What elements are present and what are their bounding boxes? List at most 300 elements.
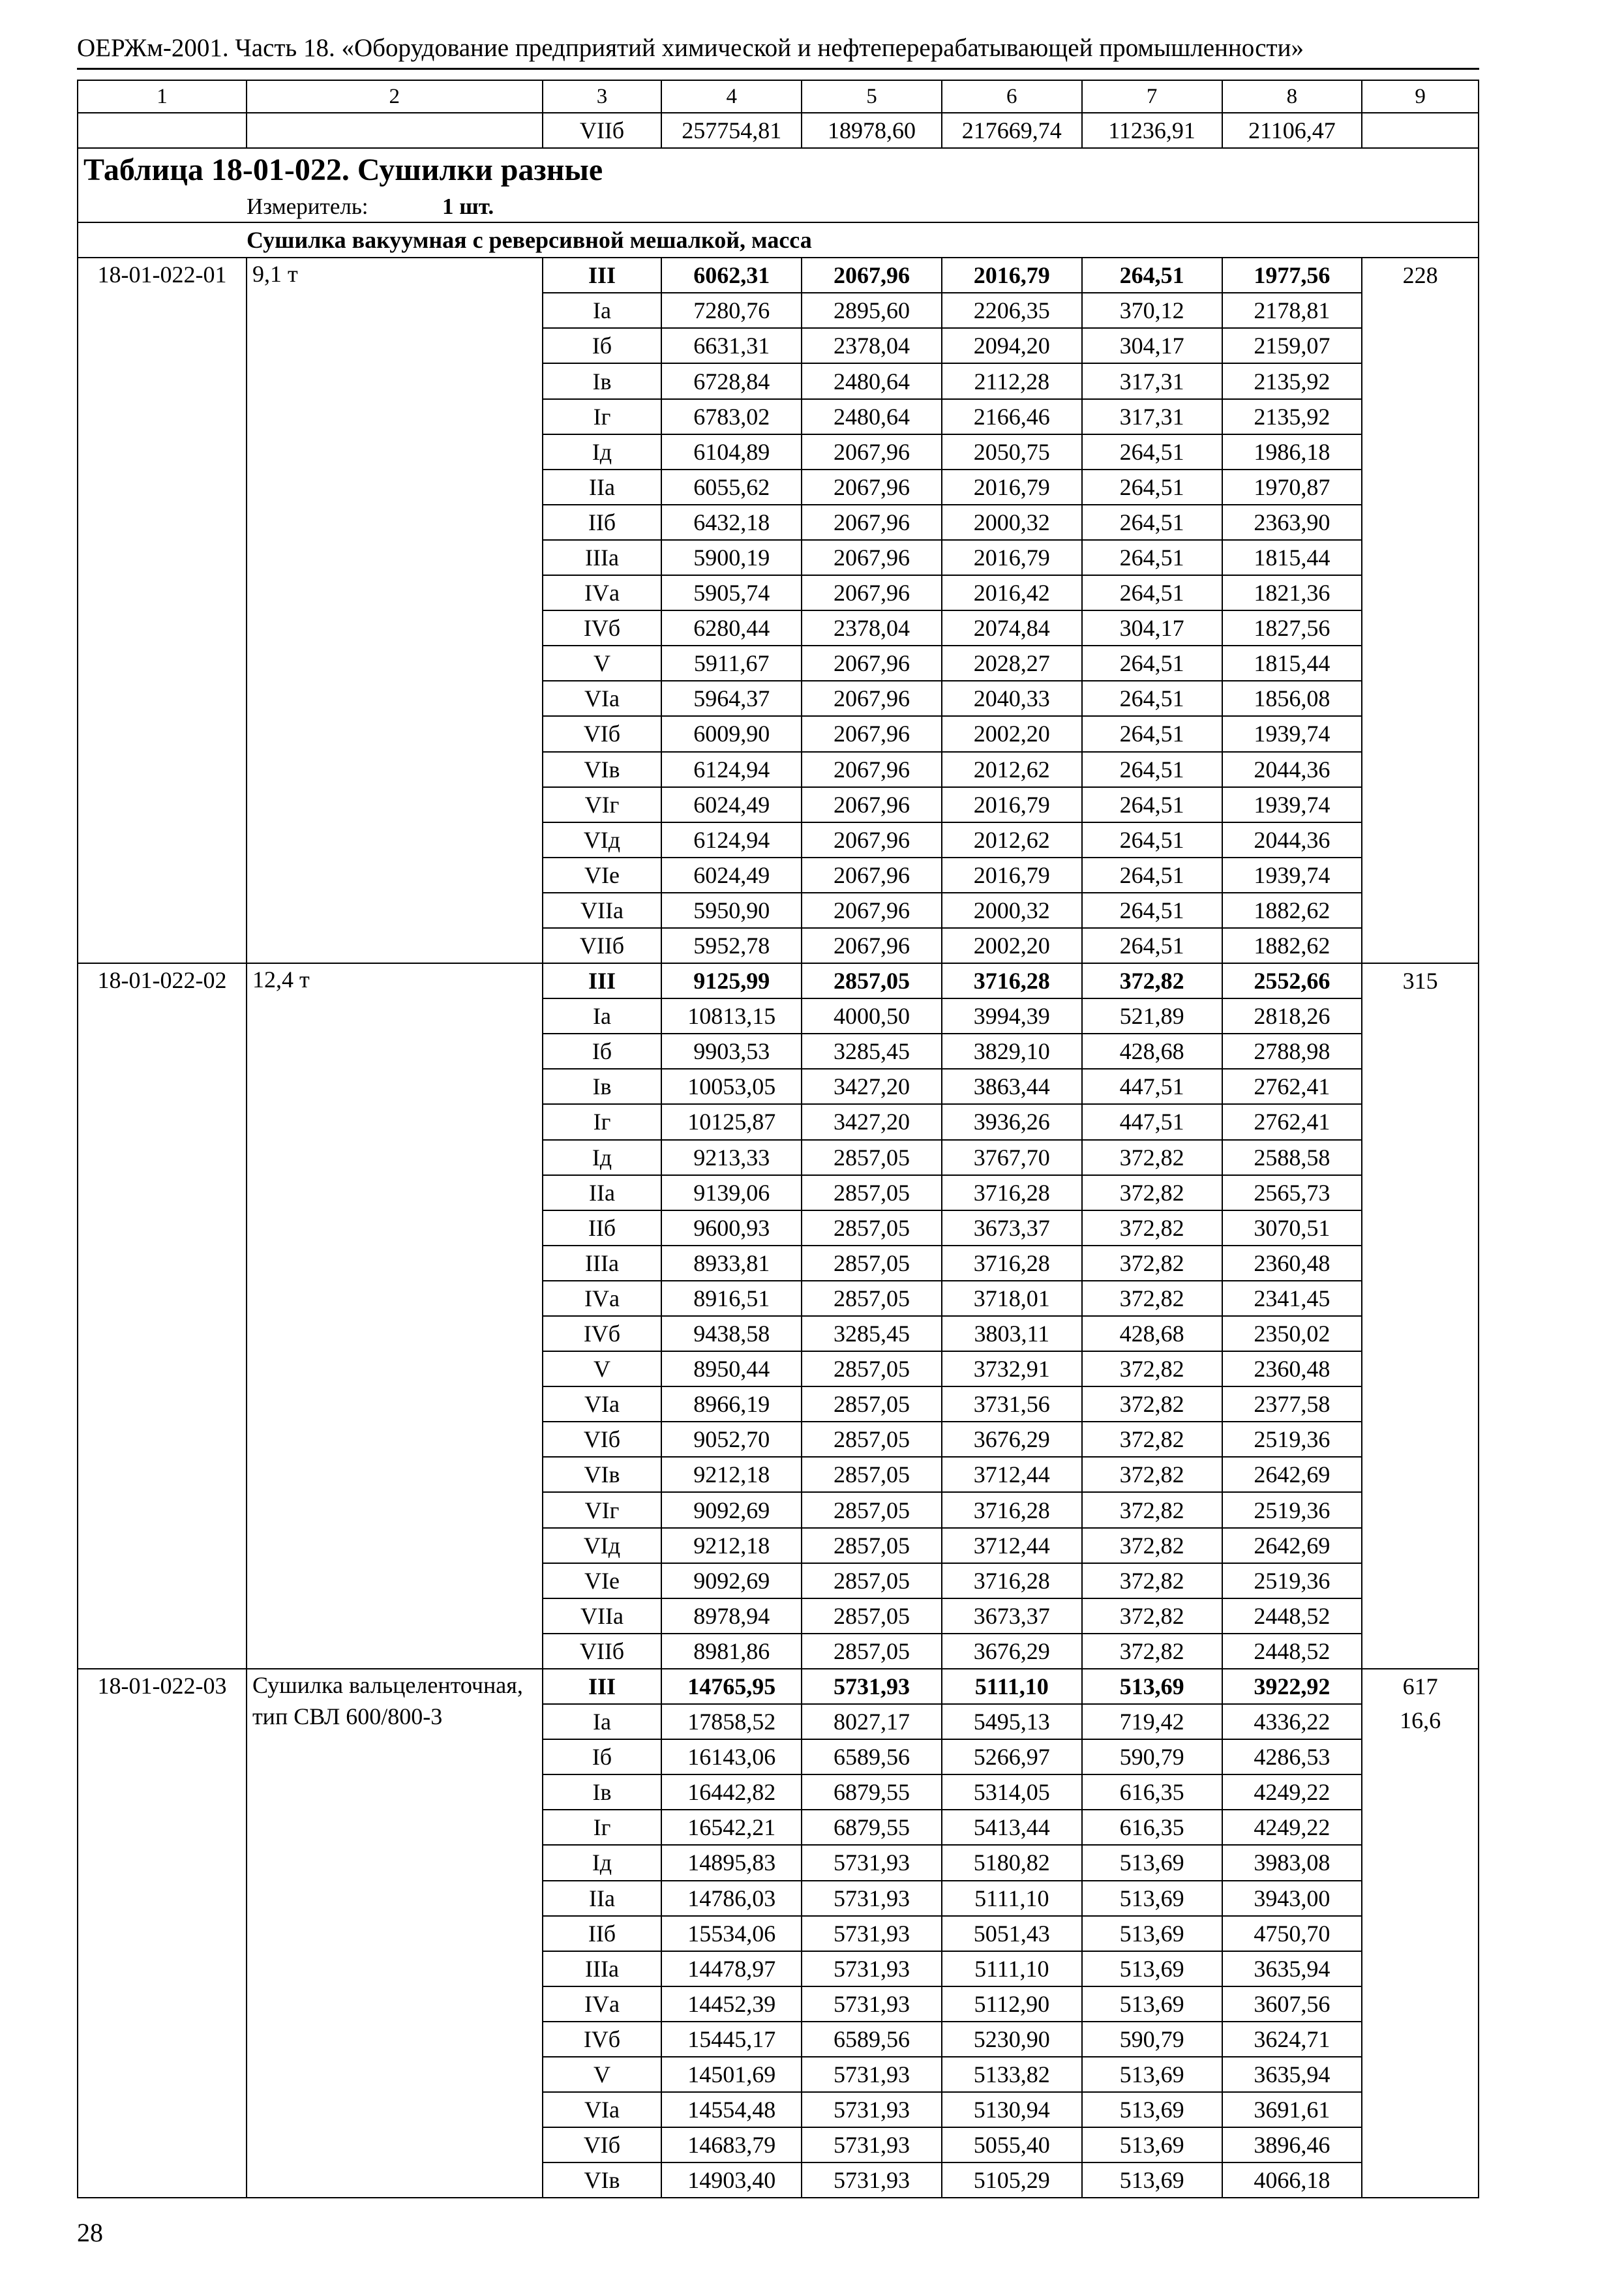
zone-cell: VIIа — [543, 1598, 662, 1634]
value-cell: 3732,91 — [942, 1351, 1082, 1386]
value-cell: 2788,98 — [1222, 1034, 1362, 1069]
zone-cell: VIIб — [543, 1634, 662, 1669]
value-cell: 1939,74 — [1222, 858, 1362, 893]
value-cell: 5111,10 — [942, 1669, 1082, 1704]
value-cell: 257754,81 — [661, 113, 802, 148]
measure-label: Измеритель: — [247, 194, 368, 220]
value-cell: 14501,69 — [661, 2057, 802, 2092]
value-cell: 428,68 — [1082, 1316, 1222, 1351]
value-cell: 2067,96 — [802, 893, 942, 928]
value-cell: 5731,93 — [802, 2127, 942, 2162]
value-cell: 2067,96 — [802, 434, 942, 470]
value-cell: 6631,31 — [661, 328, 802, 363]
value-cell: 10125,87 — [661, 1104, 802, 1139]
value-cell: 513,69 — [1082, 1845, 1222, 1880]
zone-cell: Iб — [543, 328, 662, 363]
value-cell: 2067,96 — [802, 470, 942, 505]
zone-cell: Iв — [543, 1774, 662, 1810]
value-cell: 2159,07 — [1222, 328, 1362, 363]
value-cell: 2074,84 — [942, 610, 1082, 646]
value-cell: 2519,36 — [1222, 1422, 1362, 1457]
value-cell: 3607,56 — [1222, 1986, 1362, 2022]
value-cell: 5731,93 — [802, 1669, 942, 1704]
resource-cell — [1362, 258, 1479, 963]
value-cell: 2448,52 — [1222, 1634, 1362, 1669]
value-cell: 6589,56 — [802, 2022, 942, 2057]
value-cell: 2350,02 — [1222, 1316, 1362, 1351]
value-cell: 370,12 — [1082, 293, 1222, 328]
value-cell: 16143,06 — [661, 1739, 802, 1774]
value-cell: 513,69 — [1082, 2162, 1222, 2198]
zone-cell: Iа — [543, 1704, 662, 1739]
header-rule — [77, 68, 1479, 70]
value-cell: 317,31 — [1082, 399, 1222, 434]
value-cell: 2895,60 — [802, 293, 942, 328]
zone-cell: IIIа — [543, 540, 662, 575]
value-cell: 9125,99 — [661, 963, 802, 998]
value-cell: 14903,40 — [661, 2162, 802, 2198]
value-cell: 513,69 — [1082, 1951, 1222, 1986]
zone-cell: Iб — [543, 1739, 662, 1774]
value-cell: 5051,43 — [942, 1916, 1082, 1951]
measure-unit: 1 шт. — [442, 194, 494, 220]
value-cell: 2857,05 — [802, 1386, 942, 1422]
value-cell: 8933,81 — [661, 1246, 802, 1281]
value-cell: 2857,05 — [802, 1563, 942, 1598]
value-cell: 3691,61 — [1222, 2092, 1362, 2127]
value-cell: 5731,93 — [802, 1986, 942, 2022]
value-cell: 1856,08 — [1222, 681, 1362, 716]
value-cell: 264,51 — [1082, 893, 1222, 928]
value-cell: 3427,20 — [802, 1069, 942, 1104]
value-cell: 5230,90 — [942, 2022, 1082, 2057]
value-cell: 2067,96 — [802, 716, 942, 751]
value-cell: 2067,96 — [802, 822, 942, 858]
value-cell: 2012,62 — [942, 752, 1082, 787]
zone-cell: IIб — [543, 1210, 662, 1246]
value-cell: 8978,94 — [661, 1598, 802, 1634]
value-cell: 2857,05 — [802, 1351, 942, 1386]
zone-cell: Iа — [543, 998, 662, 1034]
value-cell: 8966,19 — [661, 1386, 802, 1422]
value-cell: 2762,41 — [1222, 1069, 1362, 1104]
value-cell: 6280,44 — [661, 610, 802, 646]
value-cell: 2016,79 — [942, 858, 1082, 893]
value-cell: 5111,10 — [942, 1881, 1082, 1916]
item-name: Сушилка вальцеленточная, тип СВЛ 600/800-3 — [247, 1669, 543, 2198]
value-cell: 428,68 — [1082, 1034, 1222, 1069]
value-cell: 2094,20 — [942, 328, 1082, 363]
zone-cell: Iг — [543, 1104, 662, 1139]
value-cell: 2067,96 — [802, 787, 942, 822]
value-cell: 2360,48 — [1222, 1246, 1362, 1281]
value-cell: 5731,93 — [802, 2092, 942, 2127]
value-cell: 2067,96 — [802, 858, 942, 893]
zone-cell: VIб — [543, 716, 662, 751]
value-cell: 3896,46 — [1222, 2127, 1362, 2162]
value-cell: 16442,82 — [661, 1774, 802, 1810]
value-cell: 2341,45 — [1222, 1281, 1362, 1316]
zone-cell: IVа — [543, 1281, 662, 1316]
empty-cell — [78, 113, 247, 148]
zone-cell: III — [543, 963, 662, 998]
value-cell: 14554,48 — [661, 2092, 802, 2127]
value-cell: 3427,20 — [802, 1104, 942, 1139]
zone-cell: VIа — [543, 681, 662, 716]
value-cell: 1827,56 — [1222, 610, 1362, 646]
value-cell: 3716,28 — [942, 1492, 1082, 1527]
value-cell: 5911,67 — [661, 646, 802, 681]
zone-cell: IVб — [543, 1316, 662, 1351]
page-number: 28 — [77, 2218, 103, 2247]
value-cell: 2480,64 — [802, 363, 942, 398]
value-cell: 372,82 — [1082, 1528, 1222, 1563]
zone-cell: Iг — [543, 399, 662, 434]
value-cell: 2363,90 — [1222, 505, 1362, 540]
value-cell: 372,82 — [1082, 1175, 1222, 1210]
zone-cell: V — [543, 2057, 662, 2092]
column-number: 8 — [1222, 80, 1362, 113]
value-cell: 9052,70 — [661, 1422, 802, 1457]
value-cell: 3983,08 — [1222, 1845, 1362, 1880]
value-cell: 3718,01 — [942, 1281, 1082, 1316]
value-cell: 2378,04 — [802, 610, 942, 646]
zone-cell: IIб — [543, 505, 662, 540]
item-name: 9,1 т — [247, 258, 543, 963]
value-cell: 4336,22 — [1222, 1704, 1362, 1739]
value-cell: 3624,71 — [1222, 2022, 1362, 2057]
value-cell: 513,69 — [1082, 2092, 1222, 2127]
zone-cell: IVб — [543, 2022, 662, 2057]
value-cell: 2112,28 — [942, 363, 1082, 398]
value-cell: 6024,49 — [661, 787, 802, 822]
value-cell: 10053,05 — [661, 1069, 802, 1104]
value-cell: 264,51 — [1082, 470, 1222, 505]
value-cell: 2000,32 — [942, 505, 1082, 540]
value-cell: 372,82 — [1082, 1210, 1222, 1246]
zone-cell: V — [543, 646, 662, 681]
column-number: 6 — [942, 80, 1082, 113]
value-cell: 2067,96 — [802, 575, 942, 610]
value-cell: 2016,79 — [942, 258, 1082, 293]
value-cell: 9600,93 — [661, 1210, 802, 1246]
column-number: 2 — [247, 80, 543, 113]
value-cell: 5731,93 — [802, 1916, 942, 1951]
resource-value: 228 — [1402, 262, 1438, 289]
value-cell: 9139,06 — [661, 1175, 802, 1210]
value-cell: 3943,00 — [1222, 1881, 1362, 1916]
column-number: 4 — [661, 80, 802, 113]
zone-cell: IIб — [543, 1916, 662, 1951]
value-cell: 6124,94 — [661, 752, 802, 787]
zone-cell: VIв — [543, 2162, 662, 2198]
value-cell: 264,51 — [1082, 858, 1222, 893]
value-cell: 3676,29 — [942, 1634, 1082, 1669]
value-cell: 2067,96 — [802, 681, 942, 716]
value-cell: 2044,36 — [1222, 822, 1362, 858]
value-cell: 8027,17 — [802, 1704, 942, 1739]
value-cell: 513,69 — [1082, 2127, 1222, 2162]
value-cell: 5731,93 — [802, 2162, 942, 2198]
zone-cell: VIIа — [543, 893, 662, 928]
value-cell: 5731,93 — [802, 1881, 942, 1916]
zone-cell: III — [543, 258, 662, 293]
value-cell: 513,69 — [1082, 1916, 1222, 1951]
table-row — [78, 1669, 1479, 1704]
value-cell: 2166,46 — [942, 399, 1082, 434]
value-cell: 2016,79 — [942, 540, 1082, 575]
value-cell: 3994,39 — [942, 998, 1082, 1034]
value-cell: 5731,93 — [802, 2057, 942, 2092]
value-cell: 372,82 — [1082, 1598, 1222, 1634]
value-cell: 5130,94 — [942, 2092, 1082, 2127]
value-cell: 3936,26 — [942, 1104, 1082, 1139]
value-cell: 2002,20 — [942, 716, 1082, 751]
value-cell: 3716,28 — [942, 1563, 1082, 1598]
measure-cell — [78, 192, 1479, 222]
value-cell: 6055,62 — [661, 470, 802, 505]
value-cell: 4066,18 — [1222, 2162, 1362, 2198]
value-cell: 6009,90 — [661, 716, 802, 751]
value-cell: 3922,92 — [1222, 1669, 1362, 1704]
value-cell: 3285,45 — [802, 1034, 942, 1069]
value-cell: 14478,97 — [661, 1951, 802, 1986]
item-code: 18-01-022-02 — [78, 963, 247, 1669]
value-cell: 372,82 — [1082, 1634, 1222, 1669]
value-cell: 3712,44 — [942, 1528, 1082, 1563]
value-cell: 2000,32 — [942, 893, 1082, 928]
zone-cell: IIа — [543, 470, 662, 505]
value-cell: 4000,50 — [802, 998, 942, 1034]
value-cell: 6728,84 — [661, 363, 802, 398]
column-number: 3 — [543, 80, 662, 113]
value-cell: 2857,05 — [802, 1140, 942, 1175]
column-number: 9 — [1362, 80, 1479, 113]
value-cell: 3767,70 — [942, 1140, 1082, 1175]
table-row — [78, 963, 1479, 998]
value-cell: 2067,96 — [802, 258, 942, 293]
value-cell: 513,69 — [1082, 1669, 1222, 1704]
resource-cell — [1362, 1669, 1479, 2198]
value-cell: 2857,05 — [802, 1210, 942, 1246]
value-cell: 2377,58 — [1222, 1386, 1362, 1422]
value-cell: 1977,56 — [1222, 258, 1362, 293]
value-cell: 217669,74 — [942, 113, 1082, 148]
zone-cell: VIа — [543, 2092, 662, 2127]
value-cell: 2016,79 — [942, 470, 1082, 505]
zone-cell: III — [543, 1669, 662, 1704]
value-cell: 9438,58 — [661, 1316, 802, 1351]
zone-cell: VIе — [543, 1563, 662, 1598]
value-cell: 2857,05 — [802, 1598, 942, 1634]
column-number-row — [78, 80, 1479, 113]
column-number: 7 — [1082, 80, 1222, 113]
value-cell: 304,17 — [1082, 328, 1222, 363]
value-cell: 2028,27 — [942, 646, 1082, 681]
value-cell: 5055,40 — [942, 2127, 1082, 2162]
value-cell: 372,82 — [1082, 1246, 1222, 1281]
value-cell: 513,69 — [1082, 2057, 1222, 2092]
measure-row — [78, 192, 1479, 222]
value-cell: 372,82 — [1082, 1563, 1222, 1598]
value-cell: 317,31 — [1082, 363, 1222, 398]
value-cell: 1939,74 — [1222, 716, 1362, 751]
value-cell: 2857,05 — [802, 1457, 942, 1492]
value-cell: 2857,05 — [802, 1175, 942, 1210]
carryover-row — [78, 113, 1479, 148]
value-cell: 5111,10 — [942, 1951, 1082, 1986]
value-cell: 5413,44 — [942, 1810, 1082, 1845]
zone-cell: VIв — [543, 1457, 662, 1492]
value-cell: 3635,94 — [1222, 1951, 1362, 1986]
zone-cell: Iд — [543, 434, 662, 470]
value-cell: 1939,74 — [1222, 787, 1362, 822]
value-cell: 21106,47 — [1222, 113, 1362, 148]
value-cell: 3716,28 — [942, 963, 1082, 998]
zone-cell: IVа — [543, 575, 662, 610]
value-cell: 264,51 — [1082, 787, 1222, 822]
item-code: 18-01-022-03 — [78, 1669, 247, 2198]
value-cell: 8950,44 — [661, 1351, 802, 1386]
value-cell: 6589,56 — [802, 1739, 942, 1774]
value-cell: 447,51 — [1082, 1104, 1222, 1139]
value-cell: 590,79 — [1082, 2022, 1222, 2057]
value-cell: 10813,15 — [661, 998, 802, 1034]
value-cell: 15445,17 — [661, 2022, 802, 2057]
value-cell: 6104,89 — [661, 434, 802, 470]
zone-cell: Iд — [543, 1140, 662, 1175]
value-cell: 447,51 — [1082, 1069, 1222, 1104]
value-cell: 372,82 — [1082, 1457, 1222, 1492]
item-name: 12,4 т — [247, 963, 543, 1669]
value-cell: 6879,55 — [802, 1774, 942, 1810]
value-cell: 2642,69 — [1222, 1528, 1362, 1563]
value-cell: 372,82 — [1082, 963, 1222, 998]
value-cell: 4249,22 — [1222, 1810, 1362, 1845]
column-number: 5 — [802, 80, 942, 113]
value-cell: 5900,19 — [661, 540, 802, 575]
value-cell: 14895,83 — [661, 1845, 802, 1880]
value-cell: 264,51 — [1082, 505, 1222, 540]
value-cell: 6062,31 — [661, 258, 802, 293]
value-cell: 2857,05 — [802, 1422, 942, 1457]
value-cell: 264,51 — [1082, 822, 1222, 858]
value-cell: 2818,26 — [1222, 998, 1362, 1034]
value-cell: 1821,36 — [1222, 575, 1362, 610]
value-cell: 372,82 — [1082, 1281, 1222, 1316]
value-cell: 2857,05 — [802, 1492, 942, 1527]
zone-cell: Iг — [543, 1810, 662, 1845]
value-cell: 2857,05 — [802, 1634, 942, 1669]
value-cell: 2044,36 — [1222, 752, 1362, 787]
value-cell: 2360,48 — [1222, 1351, 1362, 1386]
table-title: Таблица 18-01-022. Сушилки разные — [78, 148, 1479, 192]
value-cell: 8981,86 — [661, 1634, 802, 1669]
value-cell: 264,51 — [1082, 540, 1222, 575]
value-cell: 3716,28 — [942, 1246, 1082, 1281]
value-cell: 5266,97 — [942, 1739, 1082, 1774]
value-cell: 6124,94 — [661, 822, 802, 858]
zone-cell: VIIб — [543, 113, 662, 148]
value-cell: 264,51 — [1082, 716, 1222, 751]
value-cell: 9213,33 — [661, 1140, 802, 1175]
value-cell: 5133,82 — [942, 2057, 1082, 2092]
value-cell: 14786,03 — [661, 1881, 802, 1916]
value-cell: 6024,49 — [661, 858, 802, 893]
zone-cell: VIа — [543, 1386, 662, 1422]
zone-cell: IVб — [543, 610, 662, 646]
value-cell: 14683,79 — [661, 2127, 802, 2162]
resource-cell — [1362, 963, 1479, 1669]
value-cell: 2016,79 — [942, 787, 1082, 822]
value-cell: 2448,52 — [1222, 1598, 1362, 1634]
value-cell: 5731,93 — [802, 1951, 942, 1986]
value-cell: 3731,56 — [942, 1386, 1082, 1422]
value-cell: 2519,36 — [1222, 1563, 1362, 1598]
value-cell: 2857,05 — [802, 963, 942, 998]
value-cell: 3070,51 — [1222, 1210, 1362, 1246]
value-cell: 2642,69 — [1222, 1457, 1362, 1492]
value-cell: 521,89 — [1082, 998, 1222, 1034]
resource-value: 315 — [1402, 968, 1438, 995]
resource-value: 617 — [1402, 1673, 1438, 1699]
value-cell: 2206,35 — [942, 293, 1082, 328]
value-cell: 304,17 — [1082, 610, 1222, 646]
zone-cell: IIа — [543, 1175, 662, 1210]
value-cell: 616,35 — [1082, 1774, 1222, 1810]
value-cell: 2040,33 — [942, 681, 1082, 716]
zone-cell: Iд — [543, 1845, 662, 1880]
value-cell: 2135,92 — [1222, 399, 1362, 434]
value-cell: 5314,05 — [942, 1774, 1082, 1810]
value-cell: 9092,69 — [661, 1492, 802, 1527]
value-cell: 9092,69 — [661, 1563, 802, 1598]
zone-cell: VIв — [543, 752, 662, 787]
value-cell: 3712,44 — [942, 1457, 1082, 1492]
value-cell: 3673,37 — [942, 1210, 1082, 1246]
zone-cell: VIе — [543, 858, 662, 893]
value-cell: 2067,96 — [802, 928, 942, 963]
item-code: 18-01-022-01 — [78, 258, 247, 963]
value-cell: 6879,55 — [802, 1810, 942, 1845]
value-cell: 616,35 — [1082, 1810, 1222, 1845]
value-cell: 590,79 — [1082, 1739, 1222, 1774]
value-cell: 513,69 — [1082, 1986, 1222, 2022]
value-cell: 8916,51 — [661, 1281, 802, 1316]
value-cell: 3635,94 — [1222, 2057, 1362, 2092]
zone-cell: VIб — [543, 1422, 662, 1457]
value-cell: 5105,29 — [942, 2162, 1082, 2198]
value-cell: 6432,18 — [661, 505, 802, 540]
zone-cell: VIIб — [543, 928, 662, 963]
value-cell: 14765,95 — [661, 1669, 802, 1704]
value-cell: 264,51 — [1082, 434, 1222, 470]
value-cell: 372,82 — [1082, 1422, 1222, 1457]
group-title-row — [78, 222, 1479, 258]
value-cell: 5950,90 — [661, 893, 802, 928]
value-cell: 4249,22 — [1222, 1774, 1362, 1810]
value-cell: 2857,05 — [802, 1246, 942, 1281]
zone-cell: Iв — [543, 1069, 662, 1104]
value-cell: 2016,42 — [942, 575, 1082, 610]
value-cell: 15534,06 — [661, 1916, 802, 1951]
value-cell: 3716,28 — [942, 1175, 1082, 1210]
value-cell: 2135,92 — [1222, 363, 1362, 398]
value-cell: 9212,18 — [661, 1457, 802, 1492]
empty-cell — [247, 113, 543, 148]
value-cell: 264,51 — [1082, 646, 1222, 681]
value-cell: 1970,87 — [1222, 470, 1362, 505]
